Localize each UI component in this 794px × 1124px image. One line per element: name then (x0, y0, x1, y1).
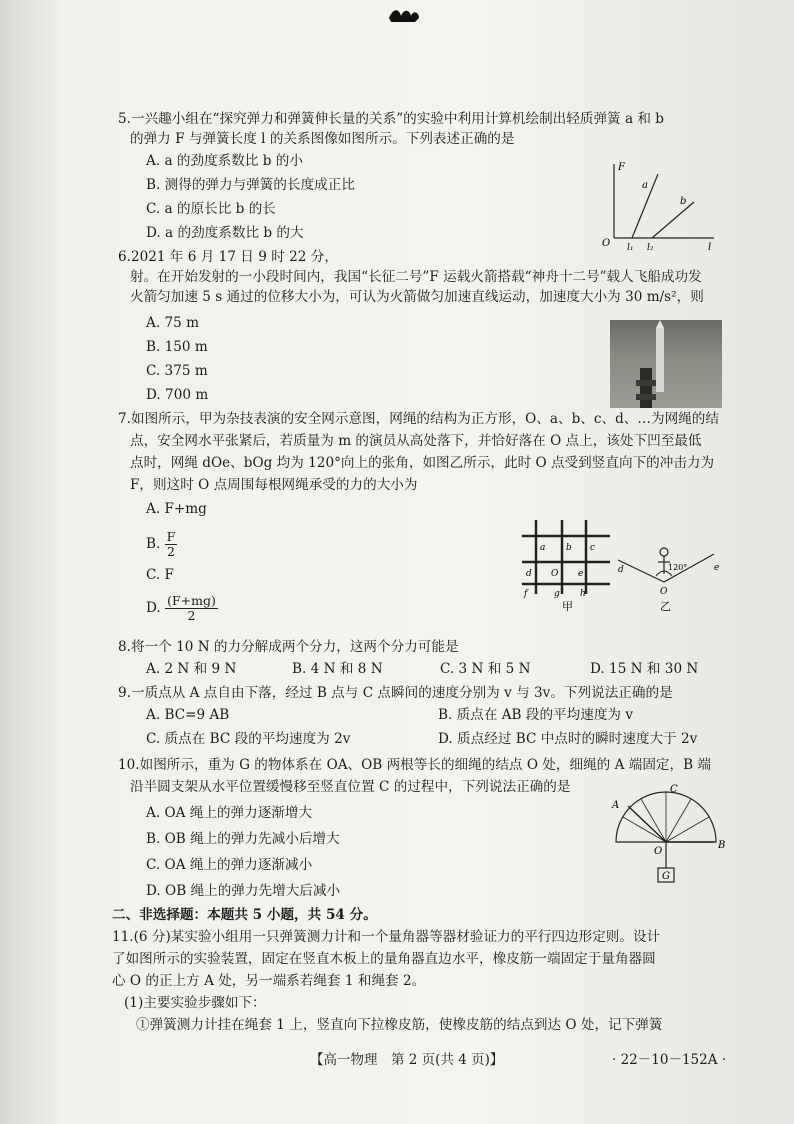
q5-option-a: A. a 的劲度系数比 b 的小 (146, 153, 303, 169)
q5-fig-a: a (642, 180, 648, 191)
q5-fig-l1: l₁ (627, 243, 634, 252)
q10-fig-O: O (654, 846, 663, 857)
q7-fig-b: b (566, 543, 572, 553)
q5-fig-F: F (618, 162, 625, 173)
q7-option-b-fraction (165, 530, 178, 559)
ink-mark (385, 4, 423, 24)
q11-stem-line1: 11.(6 分)某实验小组用一只弹簧测力计和一个量角器等器材验证力的平行四边形定则。设计 (112, 929, 661, 945)
q7-net-diagram (518, 514, 728, 614)
q10-fig-G: G (662, 871, 670, 882)
exam-code: · 22－10－152A · (612, 1052, 727, 1068)
q5-fig-b: b (680, 196, 687, 207)
q5-option-b: B. 测得的弹力与弹簧的长度成正比 (146, 177, 355, 193)
q6-option-b: B. 150 m (146, 339, 208, 355)
q7-stem-line4: F，则这时 O 点周围每根网绳承受的力的大小为 (130, 477, 418, 493)
q7-fig-d2: d (618, 565, 624, 575)
q7-option-b-label: B. (146, 536, 161, 552)
q7-fig-c: c (590, 543, 596, 553)
q5-spring-graph (596, 160, 720, 252)
q8-option-b: B. 4 N 和 8 N (292, 661, 383, 677)
page-footer: 【高一物理 第 2 页(共 4 页)】 (310, 1052, 504, 1068)
q7-option-c: C. F (146, 567, 174, 583)
q9-option-a: A. BC=9 AB (146, 707, 230, 723)
q7-stem-line2: 点，安全网水平张紧后，若质量为 m 的演员从高处落下，并恰好落在 O 点上，该处下凹至最低 (130, 433, 702, 449)
q10-stem-line2: 沿半圆支架从水平位置缓慢移至竖直位置 C 的过程中，下列说法正确的是 (130, 779, 571, 795)
q6-stem-line2: 射。在开始发射的一小段时间内，我国“长征二号”F 运载火箭搭载“神舟十二号”载人飞船成功发 (130, 269, 702, 285)
q5-fig-l2: l₂ (647, 243, 654, 252)
section-2-heading: 二、非选择题：本题共 5 小题，共 54 分。 (112, 907, 377, 923)
q7-option-d (146, 594, 218, 623)
q7-fig-g: g (554, 589, 560, 599)
q10-option-d: D. OB 绳上的弹力先增大后减小 (146, 883, 341, 899)
q7-fig-O2: O (660, 587, 668, 597)
q11-step-title: (1)主要实验步骤如下： (124, 995, 266, 1011)
q5-option-c: C. a 的原长比 b 的长 (146, 201, 276, 217)
q10-fig-C: C (670, 784, 678, 795)
q7-option-d-label: D. (146, 600, 161, 616)
q6-stem-line3: 火箭匀加速 5 s 通过的位移大小为，可认为火箭做匀加速直线运动，加速度大小为 30 m/s²，则 (130, 289, 704, 305)
q9-option-b: B. 质点在 AB 段的平均速度为 v (438, 707, 634, 723)
q7-fig-yi: 乙 (660, 600, 671, 613)
q7-option-d-num: (F+mg) (167, 593, 216, 608)
q7-option-b (146, 530, 177, 559)
q5-stem-line1: 5.一兴趣小组在“探究弹力和弹簧伸长量的关系”的实验中利用计算机绘制出轻质弹簧 a 和 b (118, 111, 665, 127)
q7-fig-d: d (526, 569, 532, 579)
q7-fig-angle: 120° (668, 563, 688, 572)
q7-stem-line1: 7.如图所示，甲为杂技表演的安全网示意图，网绳的结构为正方形，O、a、b、c、d、…为网绳的结 (118, 411, 719, 427)
q6-option-c: C. 375 m (146, 363, 208, 379)
q8-stem: 8.将一个 10 N 的力分解成两个分力，这两个分力可能是 (118, 639, 459, 655)
q7-fig-e: e (578, 569, 584, 579)
q7-option-d-den: 2 (187, 608, 196, 623)
q7-option-b-den: 2 (167, 544, 175, 559)
q7-fig-O: O (551, 569, 559, 579)
rocket-photo (610, 320, 722, 408)
q7-fig-f: f (524, 589, 528, 599)
q5-fig-l: l (708, 242, 712, 252)
q7-fig-jia: 甲 (562, 600, 573, 613)
q7-option-b-num: F (166, 529, 176, 544)
q6-option-a: A. 75 m (146, 315, 199, 331)
q7-option-d-fraction (165, 594, 218, 623)
q9-option-c: C. 质点在 BC 段的平均速度为 2v (146, 731, 351, 747)
q7-stem-line3: 点时，网绳 dOe、bOg 均为 120°向上的张角，如图乙所示，此时 O 点受到竖直向下的冲击力为 (130, 455, 715, 471)
q5-option-d: D. a 的劲度系数比 b 的大 (146, 225, 304, 241)
q7-option-a: A. F+mg (146, 501, 207, 517)
q8-option-d: D. 15 N 和 30 N (590, 661, 699, 677)
q8-option-a: A. 2 N 和 9 N (146, 661, 237, 677)
q6-stem-line1: 6.2021 年 6 月 17 日 9 时 22 分， (118, 249, 338, 265)
q5-fig-O: O (602, 238, 611, 249)
q5-stem-line2: 的弹力 F 与弹簧长度 l 的关系图像如图所示。下列表述正确的是 (130, 131, 515, 147)
q11-step-1: ①弹簧测力计挂在绳套 1 上，竖直向下拉橡皮筋，使橡皮筋的结点到达 O 处，记下弹簧 (136, 1017, 663, 1033)
q10-fig-A: A (612, 800, 620, 811)
q9-stem: 9.一质点从 A 点自由下落，经过 B 点与 C 点瞬间的速度分别为 v 与 3v。下列说法正确的是 (118, 685, 673, 701)
q11-stem-line3: 心 O 的正上方 A 处，另一端系若绳套 1 和绳套 2。 (112, 973, 426, 989)
q10-stem-line1: 10.如图所示，重为 G 的物体系在 OA、OB 两根等长的细绳的结点 O 处，细绳的 A 端固定，B 端 (118, 757, 712, 773)
q10-option-a: A. OA 绳上的弹力逐渐增大 (146, 805, 313, 821)
q10-semicircle-diagram (606, 784, 730, 892)
q10-fig-B: B (718, 840, 726, 851)
q7-fig-h: h (580, 589, 586, 599)
q6-option-d: D. 700 m (146, 387, 209, 403)
q7-fig-a: a (540, 543, 546, 553)
q10-option-c: C. OA 绳上的弹力逐渐减小 (146, 857, 313, 873)
q9-option-d: D. 质点经过 BC 中点时的瞬时速度大于 2v (438, 731, 698, 747)
q7-fig-e2: e (714, 563, 720, 573)
q8-option-c: C. 3 N 和 5 N (440, 661, 531, 677)
q10-option-b: B. OB 绳上的弹力先减小后增大 (146, 831, 340, 847)
q11-stem-line2: 了如图所示的实验装置，固定在竖直木板上的量角器直边水平，橡皮筋一端固定于量角器圆 (112, 951, 656, 967)
